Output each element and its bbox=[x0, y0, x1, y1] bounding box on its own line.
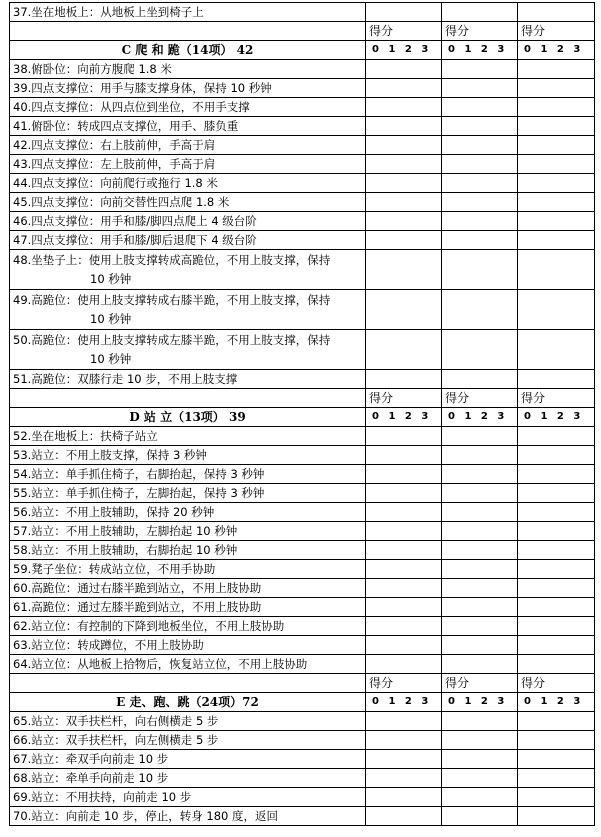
score-label: 得分 bbox=[518, 674, 595, 693]
table-row bbox=[10, 212, 595, 231]
section-title: D 站 立（13项） 39 bbox=[10, 408, 366, 427]
score-cell[interactable] bbox=[442, 290, 518, 330]
score-label: 得分 bbox=[442, 674, 518, 693]
assessment-form bbox=[9, 2, 595, 826]
table-row bbox=[10, 750, 595, 769]
score-cell[interactable] bbox=[366, 193, 442, 212]
score-scale: 0 1 2 3 bbox=[442, 41, 518, 60]
table-row bbox=[10, 98, 595, 117]
score-cell[interactable] bbox=[518, 769, 595, 788]
score-cell[interactable] bbox=[442, 807, 518, 826]
table-row bbox=[10, 731, 595, 750]
score-cell[interactable] bbox=[518, 79, 595, 98]
table-row bbox=[10, 522, 595, 541]
section-header-row bbox=[10, 693, 595, 712]
table-row bbox=[10, 446, 595, 465]
score-cell[interactable] bbox=[518, 807, 595, 826]
table-row bbox=[10, 598, 595, 617]
score-cell[interactable] bbox=[442, 98, 518, 117]
table-row bbox=[10, 60, 595, 79]
table-row bbox=[10, 290, 595, 330]
score-cell[interactable] bbox=[518, 598, 595, 617]
score-cell[interactable] bbox=[442, 446, 518, 465]
blank-cell bbox=[10, 389, 366, 408]
score-cell[interactable] bbox=[442, 484, 518, 503]
score-scale: 0 1 2 3 bbox=[442, 693, 518, 712]
score-cell[interactable] bbox=[366, 155, 442, 174]
item-text: 39.四点支撑位：用手与膝支撑身体，保持 10 秒钟 bbox=[10, 79, 366, 98]
score-cell[interactable] bbox=[518, 174, 595, 193]
score-cell[interactable] bbox=[442, 598, 518, 617]
score-cell[interactable] bbox=[442, 174, 518, 193]
score-cell[interactable] bbox=[442, 136, 518, 155]
table-row bbox=[10, 788, 595, 807]
section-title: E 走、跑、跳（24项）72 bbox=[10, 693, 366, 712]
table-row bbox=[10, 3, 595, 22]
score-cell[interactable] bbox=[366, 655, 442, 674]
score-scale: 0 1 2 3 bbox=[366, 41, 442, 60]
score-cell[interactable] bbox=[518, 290, 595, 330]
item-text bbox=[10, 250, 366, 290]
score-cell[interactable] bbox=[518, 370, 595, 389]
score-label-row bbox=[10, 22, 595, 41]
score-label: 得分 bbox=[366, 389, 442, 408]
item-text-continuation: 10 秒钟 bbox=[90, 271, 132, 286]
score-cell[interactable] bbox=[366, 522, 442, 541]
item-text: 45.四点支撑位：向前交替性四点爬 1.8 米 bbox=[10, 193, 366, 212]
table-row bbox=[10, 136, 595, 155]
score-cell[interactable] bbox=[518, 465, 595, 484]
score-scale: 0 1 2 3 bbox=[366, 408, 442, 427]
table-row bbox=[10, 117, 595, 136]
item-text-line: 49.高跪位：使用上肢支撑转成右膝半跪，不用上肢支撑，保持 bbox=[13, 292, 331, 307]
item-text: 66.站立：双手扶栏杆，向左侧横走 5 步 bbox=[10, 731, 366, 750]
score-cell[interactable] bbox=[518, 636, 595, 655]
score-label-row bbox=[10, 674, 595, 693]
score-cell[interactable] bbox=[518, 250, 595, 290]
table-row bbox=[10, 330, 595, 370]
score-cell[interactable] bbox=[366, 427, 442, 446]
item-text-continuation: 10 秒钟 bbox=[90, 351, 132, 366]
table-row bbox=[10, 231, 595, 250]
item-text: 47.四点支撑位：用手和膝/脚后退爬下 4 级台阶 bbox=[10, 231, 366, 250]
score-cell[interactable] bbox=[366, 330, 442, 370]
item-text: 40.四点支撑位：从四点位到坐位，不用手支撑 bbox=[10, 98, 366, 117]
score-cell[interactable] bbox=[366, 136, 442, 155]
table-row bbox=[10, 250, 595, 290]
score-cell[interactable] bbox=[366, 3, 442, 22]
item-text: 37.坐在地板上：从地板上坐到椅子上 bbox=[10, 3, 366, 22]
score-scale: 0 1 2 3 bbox=[518, 408, 595, 427]
item-text bbox=[10, 330, 366, 370]
score-cell[interactable] bbox=[518, 193, 595, 212]
item-text: 41.俯卧位：转成四点支撑位，用手、膝负重 bbox=[10, 117, 366, 136]
score-cell[interactable] bbox=[366, 541, 442, 560]
score-cell[interactable] bbox=[518, 541, 595, 560]
table-row bbox=[10, 712, 595, 731]
score-cell[interactable] bbox=[366, 617, 442, 636]
item-text: 69.站立：不用扶持，向前走 10 步 bbox=[10, 788, 366, 807]
score-cell[interactable] bbox=[442, 731, 518, 750]
item-text: 70.站立：向前走 10 步，停止，转身 180 度，返回 bbox=[10, 807, 366, 826]
score-cell[interactable] bbox=[442, 560, 518, 579]
score-cell[interactable] bbox=[366, 231, 442, 250]
score-cell[interactable] bbox=[442, 117, 518, 136]
table-row bbox=[10, 579, 595, 598]
item-text-line: 50.高跪位：使用上肢支撑转成左膝半跪，不用上肢支撑，保持 bbox=[13, 332, 331, 347]
item-text: 62.站立位：有控制的下降到地板坐位，不用上肢协助 bbox=[10, 617, 366, 636]
score-cell[interactable] bbox=[518, 212, 595, 231]
score-cell[interactable] bbox=[442, 370, 518, 389]
score-cell[interactable] bbox=[442, 231, 518, 250]
table-row bbox=[10, 807, 595, 826]
score-cell[interactable] bbox=[518, 788, 595, 807]
score-cell[interactable] bbox=[366, 446, 442, 465]
item-text-line: 48.坐垫子上：使用上肢支撑转成高跪位，不用上肢支撑，保持 bbox=[13, 252, 331, 267]
item-text: 61.高跪位：通过左膝半跪到站立，不用上肢协助 bbox=[10, 598, 366, 617]
score-cell[interactable] bbox=[518, 136, 595, 155]
score-cell[interactable] bbox=[518, 117, 595, 136]
score-cell[interactable] bbox=[442, 250, 518, 290]
score-cell[interactable] bbox=[518, 231, 595, 250]
item-text: 53.站立：不用上肢支撑，保持 3 秒钟 bbox=[10, 446, 366, 465]
score-cell[interactable] bbox=[518, 330, 595, 370]
score-cell[interactable] bbox=[518, 155, 595, 174]
table-row bbox=[10, 560, 595, 579]
section-header-row bbox=[10, 41, 595, 60]
table-row bbox=[10, 174, 595, 193]
score-cell[interactable] bbox=[518, 503, 595, 522]
score-cell[interactable] bbox=[442, 465, 518, 484]
table-row bbox=[10, 484, 595, 503]
item-text: 56.站立：不用上肢辅助，保持 20 秒钟 bbox=[10, 503, 366, 522]
score-cell[interactable] bbox=[366, 79, 442, 98]
table-row bbox=[10, 541, 595, 560]
score-cell[interactable] bbox=[366, 750, 442, 769]
score-cell[interactable] bbox=[366, 60, 442, 79]
score-cell[interactable] bbox=[366, 807, 442, 826]
score-cell[interactable] bbox=[442, 655, 518, 674]
item-text: 60.高跪位：通过右膝半跪到站立，不用上肢协助 bbox=[10, 579, 366, 598]
score-cell[interactable] bbox=[442, 193, 518, 212]
score-cell[interactable] bbox=[518, 617, 595, 636]
table-row bbox=[10, 655, 595, 674]
score-cell[interactable] bbox=[518, 427, 595, 446]
item-text: 68.站立：牵单手向前走 10 步 bbox=[10, 769, 366, 788]
score-cell[interactable] bbox=[366, 788, 442, 807]
score-scale: 0 1 2 3 bbox=[366, 693, 442, 712]
score-cell[interactable] bbox=[366, 290, 442, 330]
score-cell[interactable] bbox=[518, 3, 595, 22]
score-cell[interactable] bbox=[442, 60, 518, 79]
item-text: 65.站立：双手扶栏杆，向右侧横走 5 步 bbox=[10, 712, 366, 731]
item-text: 64.站立位：从地板上拾物后，恢复站立位，不用上肢协助 bbox=[10, 655, 366, 674]
score-label-row bbox=[10, 389, 595, 408]
section-title: C 爬 和 跪（14项） 42 bbox=[10, 41, 366, 60]
table-row bbox=[10, 79, 595, 98]
section-header-row bbox=[10, 408, 595, 427]
score-cell[interactable] bbox=[366, 117, 442, 136]
score-cell[interactable] bbox=[518, 579, 595, 598]
score-cell[interactable] bbox=[442, 636, 518, 655]
item-text: 55.站立：单手抓住椅子，左脚抬起，保持 3 秒钟 bbox=[10, 484, 366, 503]
score-label: 得分 bbox=[366, 22, 442, 41]
score-label: 得分 bbox=[518, 389, 595, 408]
item-text: 58.站立：不用上肢辅助，右脚抬起 10 秒钟 bbox=[10, 541, 366, 560]
score-cell[interactable] bbox=[366, 370, 442, 389]
blank-cell bbox=[10, 674, 366, 693]
gmfm-score-table bbox=[9, 2, 595, 826]
score-cell[interactable] bbox=[518, 446, 595, 465]
score-cell[interactable] bbox=[518, 522, 595, 541]
score-cell[interactable] bbox=[366, 731, 442, 750]
score-cell[interactable] bbox=[518, 731, 595, 750]
score-cell[interactable] bbox=[366, 250, 442, 290]
score-cell[interactable] bbox=[366, 465, 442, 484]
score-cell[interactable] bbox=[442, 788, 518, 807]
table-row bbox=[10, 370, 595, 389]
item-text: 46.四点支撑位：用手和膝/脚四点爬上 4 级台阶 bbox=[10, 212, 366, 231]
item-text: 52.坐在地板上：扶椅子站立 bbox=[10, 427, 366, 446]
score-cell[interactable] bbox=[366, 598, 442, 617]
score-cell[interactable] bbox=[366, 212, 442, 231]
item-text: 57.站立：不用上肢辅助，左脚抬起 10 秒钟 bbox=[10, 522, 366, 541]
score-cell[interactable] bbox=[442, 769, 518, 788]
score-label: 得分 bbox=[442, 22, 518, 41]
table-row bbox=[10, 155, 595, 174]
score-cell[interactable] bbox=[366, 560, 442, 579]
score-cell[interactable] bbox=[442, 3, 518, 22]
score-cell[interactable] bbox=[442, 330, 518, 370]
score-cell[interactable] bbox=[518, 560, 595, 579]
score-scale: 0 1 2 3 bbox=[518, 693, 595, 712]
score-cell[interactable] bbox=[518, 712, 595, 731]
table-row bbox=[10, 769, 595, 788]
score-cell[interactable] bbox=[442, 427, 518, 446]
score-label: 得分 bbox=[366, 674, 442, 693]
score-cell[interactable] bbox=[442, 522, 518, 541]
item-text: 38.俯卧位：向前方腹爬 1.8 米 bbox=[10, 60, 366, 79]
table-row bbox=[10, 465, 595, 484]
score-cell[interactable] bbox=[366, 579, 442, 598]
score-cell[interactable] bbox=[442, 212, 518, 231]
score-cell[interactable] bbox=[518, 98, 595, 117]
score-cell[interactable] bbox=[366, 503, 442, 522]
score-scale: 0 1 2 3 bbox=[442, 408, 518, 427]
item-text: 44.四点支撑位：向前爬行或拖行 1.8 米 bbox=[10, 174, 366, 193]
score-cell[interactable] bbox=[518, 484, 595, 503]
score-label: 得分 bbox=[518, 22, 595, 41]
score-cell[interactable] bbox=[442, 155, 518, 174]
table-row bbox=[10, 427, 595, 446]
item-text: 54.站立：单手抓住椅子，右脚抬起，保持 3 秒钟 bbox=[10, 465, 366, 484]
table-row bbox=[10, 617, 595, 636]
blank-cell bbox=[10, 22, 366, 41]
score-scale: 0 1 2 3 bbox=[518, 41, 595, 60]
score-cell[interactable] bbox=[442, 750, 518, 769]
score-cell[interactable] bbox=[366, 636, 442, 655]
score-cell[interactable] bbox=[518, 750, 595, 769]
score-cell[interactable] bbox=[442, 712, 518, 731]
table-row bbox=[10, 193, 595, 212]
table-row bbox=[10, 503, 595, 522]
score-cell[interactable] bbox=[366, 174, 442, 193]
item-text: 59.凳子坐位：转成站立位，不用手协助 bbox=[10, 560, 366, 579]
item-text: 43.四点支撑位：左上肢前伸，手高于肩 bbox=[10, 155, 366, 174]
item-text: 51.高跪位：双膝行走 10 步，不用上肢支撑 bbox=[10, 370, 366, 389]
score-cell[interactable] bbox=[366, 712, 442, 731]
score-label: 得分 bbox=[442, 389, 518, 408]
item-text: 67.站立：牵双手向前走 10 步 bbox=[10, 750, 366, 769]
item-text-continuation: 10 秒钟 bbox=[90, 311, 132, 326]
score-cell[interactable] bbox=[442, 503, 518, 522]
score-cell[interactable] bbox=[366, 98, 442, 117]
item-text: 63.站立位：转成蹲位，不用上肢协助 bbox=[10, 636, 366, 655]
score-cell[interactable] bbox=[518, 655, 595, 674]
score-cell[interactable] bbox=[366, 484, 442, 503]
table-row bbox=[10, 636, 595, 655]
score-cell[interactable] bbox=[442, 79, 518, 98]
score-cell[interactable] bbox=[442, 541, 518, 560]
score-cell[interactable] bbox=[518, 60, 595, 79]
score-cell[interactable] bbox=[442, 617, 518, 636]
item-text: 42.四点支撑位：右上肢前伸，手高于肩 bbox=[10, 136, 366, 155]
score-cell[interactable] bbox=[442, 579, 518, 598]
score-cell[interactable] bbox=[366, 769, 442, 788]
item-text bbox=[10, 290, 366, 330]
